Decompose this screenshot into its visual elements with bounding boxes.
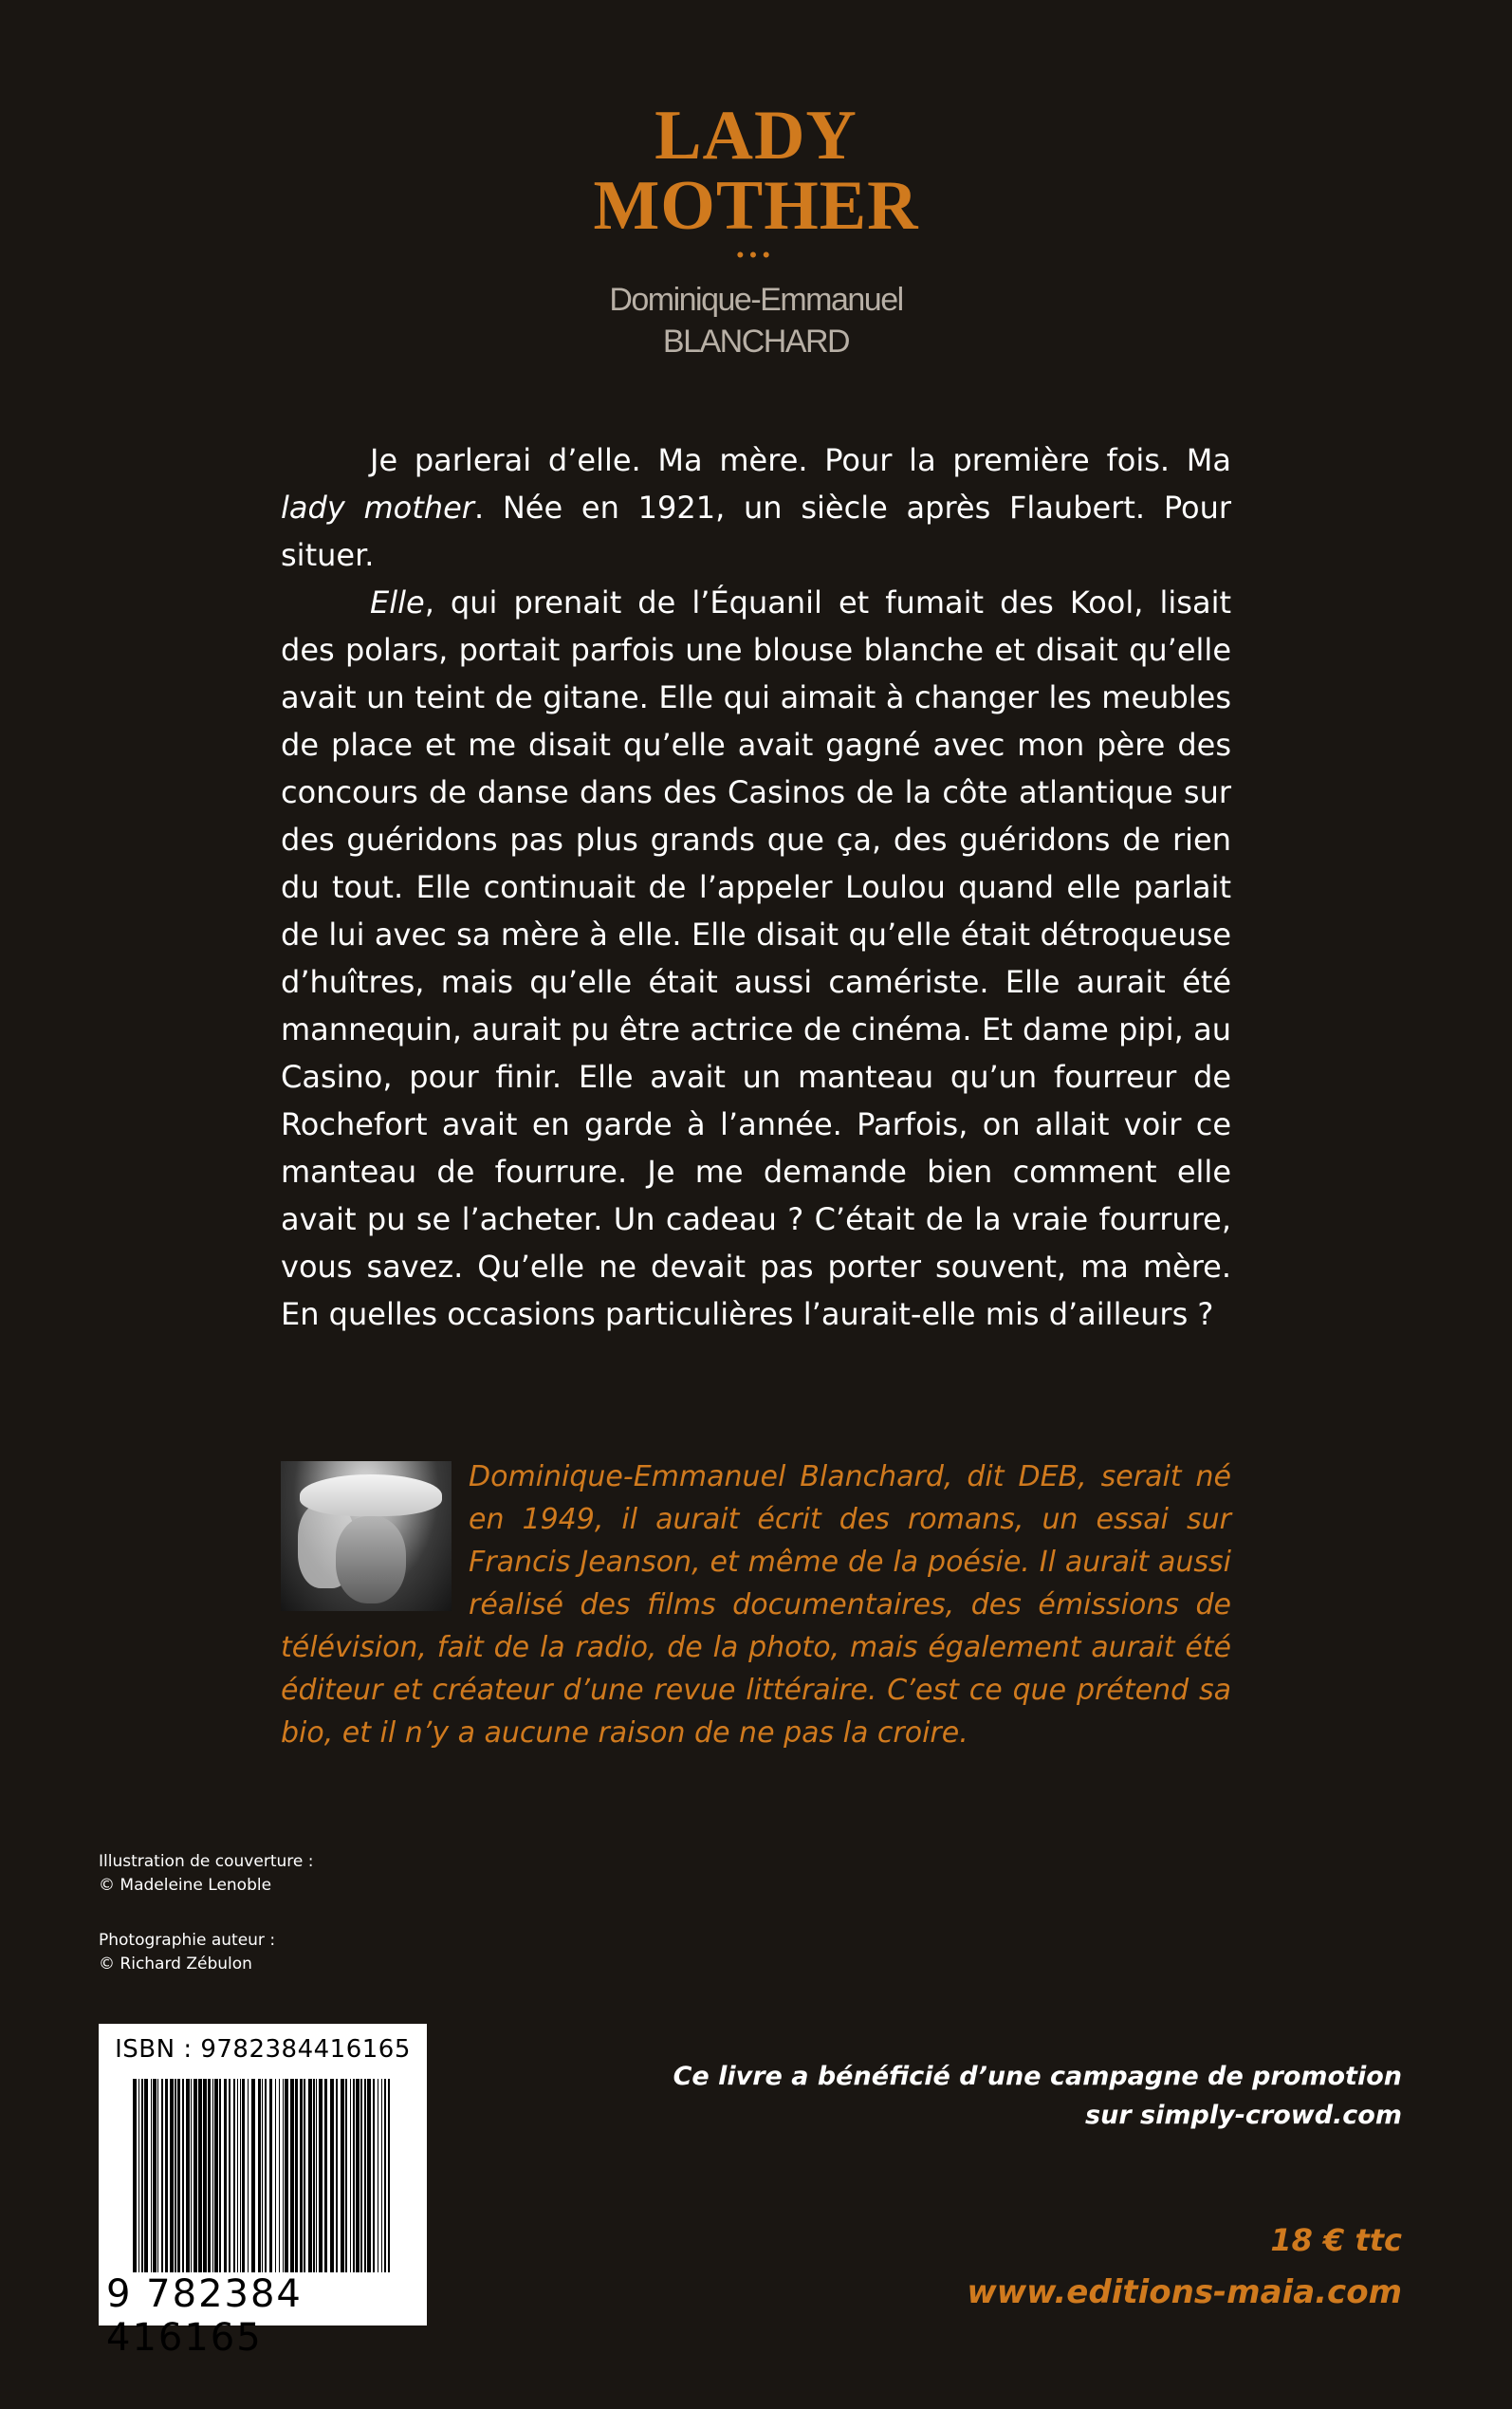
author-photo-hat [300, 1474, 442, 1516]
author-last-name: BLANCHARD [662, 324, 850, 360]
blurb-p2-emphasis: Elle [370, 584, 425, 621]
photo-credit [99, 1929, 275, 1976]
book-title-line1: LADY [655, 97, 857, 175]
author-photo [281, 1461, 452, 1611]
blurb-paragraph-2 [281, 579, 1231, 1338]
blurb-p1-end: . Née en 1921, un siècle après Flaubert. Pour situer. [281, 490, 1232, 573]
blurb-p2-text: , qui prenait de l’Équanil et fumait des Kool, lisait des polars, portait parfois une blouse blanche et disait qu’elle avait un teint de gitane. Elle qui aimait à changer les meubles de place et me disait qu’elle avait gagné avec mon père des concours de danse dans des Casinos de la côte atlantique sur des guéridons pas plus grands que ça, des guéridons de rien du tout. Elle continuait de l’appeler Loulou quand elle parlait de lui avec sa mère à elle. Elle disait qu’elle était détroqueuse d’huîtres, mais qu’elle était aussi camériste. Elle aurait été mannequin, aurait pu être actrice de cinéma. Et dame pipi, au Casino, pour finir. Elle avait un manteau qu’un fourreur de Rochefort avait en garde à l’année. Parfois, on allait voir ce manteau de fourrure. Je me demande bien comment elle avait pu se l’acheter. Un cadeau ? C’était de la vraie fourrure, vous savez. Qu’elle ne devait pas porter souvent, ma mère. En quelles occasions particulières l’aurait-elle mis d’ailleurs ? [281, 584, 1231, 1332]
blurb-p1-emphasis: lady mother [281, 490, 474, 526]
author-bio-text: Dominique-Emmanuel Blanchard, dit DEB, serait né en 1949, il aurait écrit des romans, un essai sur Francis Jeanson, et même de la poésie. Il aurait aussi réalisé des films documentaires, des émissions de télévision, fait de la radio, de la photo, mais également aurait été éditeur et créateur d’une revue littéraire. C’est ce que prétend sa bio, et il n’y a aucune raison de ne pas la croire. [281, 1460, 1231, 1750]
promo-line-1: Ce livre a bénéficié d’une campagne de promotion [673, 2062, 1402, 2091]
isbn-label: ISBN : 9782384416165 [115, 2035, 411, 2064]
blurb-paragraph-1 [281, 436, 1231, 579]
blurb-p1-start: Je parlerai d’elle. Ma mère. Pour la première fois. Ma [370, 442, 1231, 478]
barcode-digits: 9 782384 416165 [106, 2272, 303, 2360]
price: 18 € ttc [1270, 2222, 1402, 2258]
promo-line-2: sur simply-crowd.com [1085, 2101, 1402, 2130]
author-photo-face [336, 1516, 406, 1603]
author-first-name: Dominique-Emmanuel [609, 282, 903, 318]
blurb-text [281, 436, 1231, 1338]
barcode-box [99, 2024, 427, 2360]
book-title-line2: MOTHER [593, 167, 919, 245]
publisher-website[interactable]: www.editions-maia.com [967, 2273, 1402, 2311]
illustration-credit-name: © Madeleine Lenoble [99, 1876, 272, 1895]
illustration-credit [99, 1850, 313, 1898]
illustration-credit-label: Illustration de couverture : [99, 1852, 314, 1871]
barcode-icon [133, 2079, 395, 2272]
photo-credit-label: Photographie auteur : [99, 1931, 276, 1950]
photo-credit-name: © Richard Zébulon [99, 1955, 252, 1974]
title-ornament: ••• [736, 243, 776, 267]
